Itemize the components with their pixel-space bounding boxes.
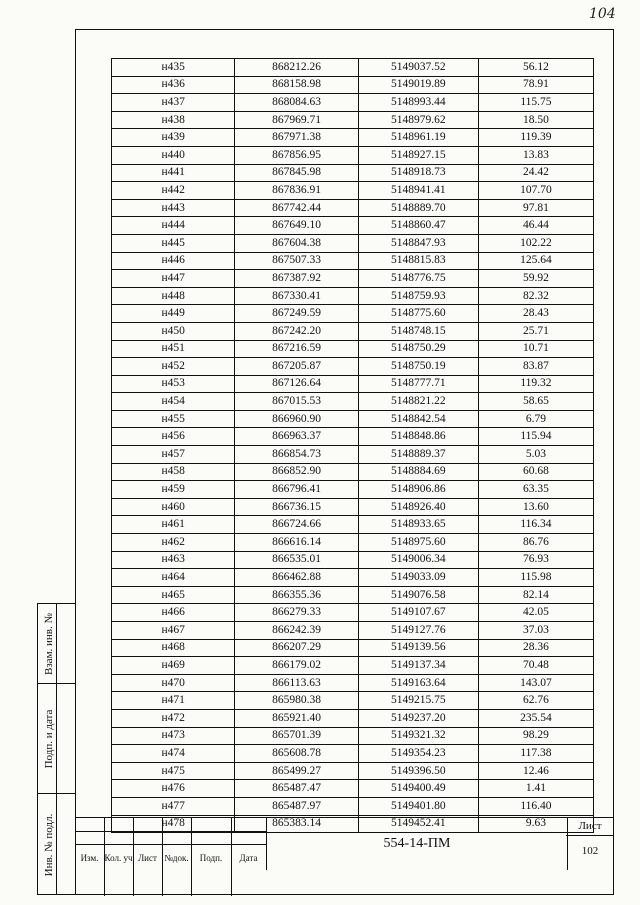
distance-cell: 46.44 xyxy=(478,217,593,235)
y-coordinate-cell: 5149137.34 xyxy=(358,657,478,675)
distance-cell: 102.22 xyxy=(478,234,593,252)
table-row xyxy=(112,639,594,657)
point-id-cell: н470 xyxy=(112,674,235,692)
x-coordinate-cell: 865487.97 xyxy=(235,797,358,815)
table-row xyxy=(112,111,594,129)
point-id-cell: н451 xyxy=(112,340,235,358)
table-row xyxy=(112,604,594,622)
point-id-cell: н443 xyxy=(112,199,235,217)
distance-cell: 28.36 xyxy=(478,639,593,657)
distance-cell: 116.40 xyxy=(478,797,593,815)
point-id-cell: н448 xyxy=(112,287,235,305)
x-coordinate-cell: 866616.14 xyxy=(235,534,358,552)
stamp-label-signature: Подп. xyxy=(199,853,223,863)
distance-cell: 59.92 xyxy=(478,270,593,288)
distance-cell: 82.14 xyxy=(478,586,593,604)
x-coordinate-cell: 866113.63 xyxy=(235,674,358,692)
x-coordinate-cell: 867249.59 xyxy=(235,305,358,323)
distance-cell: 56.12 xyxy=(478,59,593,77)
point-id-cell: н478 xyxy=(112,815,235,833)
table-row xyxy=(112,674,594,692)
distance-cell: 97.81 xyxy=(478,199,593,217)
point-id-cell: н453 xyxy=(112,375,235,393)
table-row xyxy=(112,762,594,780)
distance-cell: 119.32 xyxy=(478,375,593,393)
point-id-cell: н469 xyxy=(112,657,235,675)
distance-cell: 10.71 xyxy=(478,340,593,358)
y-coordinate-cell: 5149127.76 xyxy=(358,622,478,640)
x-coordinate-cell: 867387.92 xyxy=(235,270,358,288)
x-coordinate-cell: 865383.14 xyxy=(235,815,358,833)
distance-cell: 117.38 xyxy=(478,745,593,763)
x-coordinate-cell: 867126.64 xyxy=(235,375,358,393)
table-row xyxy=(112,569,594,587)
x-coordinate-cell: 867969.71 xyxy=(235,111,358,129)
y-coordinate-cell: 5149019.89 xyxy=(358,76,478,94)
distance-cell: 12.46 xyxy=(478,762,593,780)
table-row xyxy=(112,727,594,745)
strip-cell-original-inv xyxy=(38,794,75,896)
table-row xyxy=(112,498,594,516)
table-row xyxy=(112,745,594,763)
x-coordinate-cell: 867971.38 xyxy=(235,129,358,147)
point-id-cell: н437 xyxy=(112,94,235,112)
stamp-label-sheet: Лист xyxy=(138,853,157,863)
y-coordinate-cell: 5148941.41 xyxy=(358,182,478,200)
table-row xyxy=(112,410,594,428)
distance-cell: 42.05 xyxy=(478,604,593,622)
table-row xyxy=(112,182,594,200)
stamp-change-grid xyxy=(75,818,266,870)
point-id-cell: н446 xyxy=(112,252,235,270)
y-coordinate-cell: 5148777.71 xyxy=(358,375,478,393)
point-id-cell: н444 xyxy=(112,217,235,235)
table-row xyxy=(112,94,594,112)
y-coordinate-cell: 5148821.22 xyxy=(358,393,478,411)
point-id-cell: н447 xyxy=(112,270,235,288)
sheet-separator xyxy=(566,835,614,836)
y-coordinate-cell: 5148884.69 xyxy=(358,463,478,481)
table-row xyxy=(112,393,594,411)
distance-cell: 115.75 xyxy=(478,94,593,112)
strip-label-original-inv: Инв. № подл. xyxy=(43,813,56,877)
point-id-cell: н457 xyxy=(112,446,235,464)
point-id-cell: н439 xyxy=(112,129,235,147)
y-coordinate-cell: 5149006.34 xyxy=(358,551,478,569)
y-coordinate-cell: 5149452.41 xyxy=(358,815,478,833)
y-coordinate-cell: 5149107.67 xyxy=(358,604,478,622)
table-row xyxy=(112,164,594,182)
strip-label-signature-date: Подп. и дата xyxy=(43,709,56,768)
point-id-cell: н468 xyxy=(112,639,235,657)
x-coordinate-cell: 867216.59 xyxy=(235,340,358,358)
table-row xyxy=(112,586,594,604)
point-id-cell: н461 xyxy=(112,516,235,534)
y-coordinate-cell: 5148889.37 xyxy=(358,446,478,464)
point-id-cell: н456 xyxy=(112,428,235,446)
point-id-cell: н467 xyxy=(112,622,235,640)
x-coordinate-cell: 867742.44 xyxy=(235,199,358,217)
y-coordinate-cell: 5148889.70 xyxy=(358,199,478,217)
distance-cell: 1.41 xyxy=(478,780,593,798)
y-coordinate-cell: 5148979.62 xyxy=(358,111,478,129)
distance-cell: 82.32 xyxy=(478,287,593,305)
point-id-cell: н440 xyxy=(112,146,235,164)
side-approval-strip xyxy=(37,603,75,895)
x-coordinate-cell: 866796.41 xyxy=(235,481,358,499)
x-coordinate-cell: 866852.90 xyxy=(235,463,358,481)
distance-cell: 125.64 xyxy=(478,252,593,270)
distance-cell: 115.94 xyxy=(478,428,593,446)
point-id-cell: н459 xyxy=(112,481,235,499)
point-id-cell: н466 xyxy=(112,604,235,622)
point-id-cell: н445 xyxy=(112,234,235,252)
point-id-cell: н452 xyxy=(112,358,235,376)
distance-cell: 116.34 xyxy=(478,516,593,534)
table-row xyxy=(112,463,594,481)
point-id-cell: н458 xyxy=(112,463,235,481)
y-coordinate-cell: 5148759.93 xyxy=(358,287,478,305)
y-coordinate-cell: 5149321.32 xyxy=(358,727,478,745)
x-coordinate-cell: 866960.90 xyxy=(235,410,358,428)
table-row xyxy=(112,780,594,798)
table-row xyxy=(112,287,594,305)
x-coordinate-cell: 867604.38 xyxy=(235,234,358,252)
coordinates-table-body xyxy=(112,59,594,833)
distance-cell: 98.29 xyxy=(478,727,593,745)
x-coordinate-cell: 866535.01 xyxy=(235,551,358,569)
distance-cell: 13.60 xyxy=(478,498,593,516)
table-row xyxy=(112,270,594,288)
x-coordinate-cell: 866242.39 xyxy=(235,622,358,640)
y-coordinate-cell: 5148842.54 xyxy=(358,410,478,428)
x-coordinate-cell: 867856.95 xyxy=(235,146,358,164)
table-row xyxy=(112,322,594,340)
y-coordinate-cell: 5149401.80 xyxy=(358,797,478,815)
distance-cell: 119.39 xyxy=(478,129,593,147)
table-row xyxy=(112,358,594,376)
x-coordinate-cell: 866854.73 xyxy=(235,446,358,464)
x-coordinate-cell: 866462.88 xyxy=(235,569,358,587)
stamp-label-count: Кол. уч xyxy=(104,853,133,863)
table-row xyxy=(112,340,594,358)
x-coordinate-cell: 865921.40 xyxy=(235,709,358,727)
distance-cell: 13.83 xyxy=(478,146,593,164)
coordinates-table xyxy=(111,58,594,833)
y-coordinate-cell: 5149033.09 xyxy=(358,569,478,587)
y-coordinate-cell: 5148927.15 xyxy=(358,146,478,164)
point-id-cell: н474 xyxy=(112,745,235,763)
point-id-cell: н473 xyxy=(112,727,235,745)
strip-cell-replacement xyxy=(38,604,75,684)
distance-cell: 62.76 xyxy=(478,692,593,710)
point-id-cell: н463 xyxy=(112,551,235,569)
point-id-cell: н460 xyxy=(112,498,235,516)
x-coordinate-cell: 865487.47 xyxy=(235,780,358,798)
distance-cell: 24.42 xyxy=(478,164,593,182)
point-id-cell: н471 xyxy=(112,692,235,710)
distance-cell: 107.70 xyxy=(478,182,593,200)
point-id-cell: н454 xyxy=(112,393,235,411)
y-coordinate-cell: 5148750.19 xyxy=(358,358,478,376)
x-coordinate-cell: 867845.98 xyxy=(235,164,358,182)
y-coordinate-cell: 5149237.20 xyxy=(358,709,478,727)
y-coordinate-cell: 5148961.19 xyxy=(358,129,478,147)
distance-cell: 76.93 xyxy=(478,551,593,569)
x-coordinate-cell: 866736.15 xyxy=(235,498,358,516)
y-coordinate-cell: 5149037.52 xyxy=(358,59,478,77)
table-row xyxy=(112,534,594,552)
y-coordinate-cell: 5148993.44 xyxy=(358,94,478,112)
y-coordinate-cell: 5148848.86 xyxy=(358,428,478,446)
y-coordinate-cell: 5148750.29 xyxy=(358,340,478,358)
table-row xyxy=(112,375,594,393)
distance-cell: 86.76 xyxy=(478,534,593,552)
table-row xyxy=(112,59,594,77)
y-coordinate-cell: 5149139.56 xyxy=(358,639,478,657)
point-id-cell: н442 xyxy=(112,182,235,200)
x-coordinate-cell: 865499.27 xyxy=(235,762,358,780)
distance-cell: 28.43 xyxy=(478,305,593,323)
x-coordinate-cell: 867015.53 xyxy=(235,393,358,411)
x-coordinate-cell: 866279.33 xyxy=(235,604,358,622)
point-id-cell: н435 xyxy=(112,59,235,77)
strip-label-replacement-inv: Взам. инв. № xyxy=(43,612,56,675)
table-row xyxy=(112,76,594,94)
sheet-label: Лист xyxy=(578,820,602,832)
x-coordinate-cell: 865701.39 xyxy=(235,727,358,745)
distance-cell: 83.87 xyxy=(478,358,593,376)
x-coordinate-cell: 865608.78 xyxy=(235,745,358,763)
stamp-label-date: Дата xyxy=(239,853,258,863)
table-row xyxy=(112,146,594,164)
x-coordinate-cell: 867242.20 xyxy=(235,322,358,340)
x-coordinate-cell: 867205.87 xyxy=(235,358,358,376)
strip-cell-signature xyxy=(38,684,75,794)
distance-cell: 18.50 xyxy=(478,111,593,129)
point-id-cell: н476 xyxy=(112,780,235,798)
y-coordinate-cell: 5148860.47 xyxy=(358,217,478,235)
table-row xyxy=(112,657,594,675)
y-coordinate-cell: 5149400.49 xyxy=(358,780,478,798)
y-coordinate-cell: 5148847.93 xyxy=(358,234,478,252)
x-coordinate-cell: 866179.02 xyxy=(235,657,358,675)
x-coordinate-cell: 867649.10 xyxy=(235,217,358,235)
point-id-cell: н449 xyxy=(112,305,235,323)
distance-cell: 6.79 xyxy=(478,410,593,428)
x-coordinate-cell: 866207.29 xyxy=(235,639,358,657)
distance-cell: 235.54 xyxy=(478,709,593,727)
y-coordinate-cell: 5148975.60 xyxy=(358,534,478,552)
point-id-cell: н438 xyxy=(112,111,235,129)
y-coordinate-cell: 5148775.60 xyxy=(358,305,478,323)
x-coordinate-cell: 868212.26 xyxy=(235,59,358,77)
table-row xyxy=(112,199,594,217)
y-coordinate-cell: 5148926.40 xyxy=(358,498,478,516)
y-coordinate-cell: 5148776.75 xyxy=(358,270,478,288)
table-row xyxy=(112,428,594,446)
table-row xyxy=(112,692,594,710)
point-id-cell: н465 xyxy=(112,586,235,604)
distance-cell: 58.65 xyxy=(478,393,593,411)
point-id-cell: н475 xyxy=(112,762,235,780)
table-row xyxy=(112,217,594,235)
point-id-cell: н462 xyxy=(112,534,235,552)
distance-cell: 5.03 xyxy=(478,446,593,464)
x-coordinate-cell: 866355.36 xyxy=(235,586,358,604)
stamp-label-doc-number: №док. xyxy=(164,853,189,863)
y-coordinate-cell: 5148815.83 xyxy=(358,252,478,270)
table-row xyxy=(112,551,594,569)
table-row xyxy=(112,516,594,534)
distance-cell: 78.91 xyxy=(478,76,593,94)
distance-cell: 70.48 xyxy=(478,657,593,675)
y-coordinate-cell: 5149076.58 xyxy=(358,586,478,604)
point-id-cell: н477 xyxy=(112,797,235,815)
x-coordinate-cell: 866963.37 xyxy=(235,428,358,446)
y-coordinate-cell: 5148918.73 xyxy=(358,164,478,182)
distance-cell: 63.35 xyxy=(478,481,593,499)
table-row xyxy=(112,129,594,147)
x-coordinate-cell: 867330.41 xyxy=(235,287,358,305)
document-code: 554-14-ПМ xyxy=(266,818,568,870)
title-block-stamp xyxy=(75,817,614,869)
table-row xyxy=(112,709,594,727)
table-row xyxy=(112,234,594,252)
x-coordinate-cell: 867836.91 xyxy=(235,182,358,200)
y-coordinate-cell: 5149215.75 xyxy=(358,692,478,710)
table-row xyxy=(112,481,594,499)
handwritten-page-number: 104 xyxy=(589,6,616,22)
y-coordinate-cell: 5148906.86 xyxy=(358,481,478,499)
y-coordinate-cell: 5149396.50 xyxy=(358,762,478,780)
point-id-cell: н450 xyxy=(112,322,235,340)
distance-cell: 37.03 xyxy=(478,622,593,640)
sheet-box xyxy=(566,818,614,870)
point-id-cell: н436 xyxy=(112,76,235,94)
x-coordinate-cell: 868084.63 xyxy=(235,94,358,112)
distance-cell: 143.07 xyxy=(478,674,593,692)
distance-cell: 115.98 xyxy=(478,569,593,587)
distance-cell: 60.68 xyxy=(478,463,593,481)
table-row xyxy=(112,446,594,464)
y-coordinate-cell: 5148933.65 xyxy=(358,516,478,534)
distance-cell: 9.63 xyxy=(478,815,593,833)
table-row xyxy=(112,305,594,323)
point-id-cell: н441 xyxy=(112,164,235,182)
point-id-cell: н455 xyxy=(112,410,235,428)
x-coordinate-cell: 866724.66 xyxy=(235,516,358,534)
table-row xyxy=(112,252,594,270)
point-id-cell: н472 xyxy=(112,709,235,727)
y-coordinate-cell: 5148748.15 xyxy=(358,322,478,340)
sheet-number: 102 xyxy=(581,845,599,857)
y-coordinate-cell: 5149163.64 xyxy=(358,674,478,692)
table-row xyxy=(112,622,594,640)
y-coordinate-cell: 5149354.23 xyxy=(358,745,478,763)
stamp-label-change: Изм. xyxy=(80,853,99,863)
x-coordinate-cell: 867507.33 xyxy=(235,252,358,270)
x-coordinate-cell: 865980.38 xyxy=(235,692,358,710)
distance-cell: 25.71 xyxy=(478,322,593,340)
table-row xyxy=(112,797,594,815)
point-id-cell: н464 xyxy=(112,569,235,587)
x-coordinate-cell: 868158.98 xyxy=(235,76,358,94)
